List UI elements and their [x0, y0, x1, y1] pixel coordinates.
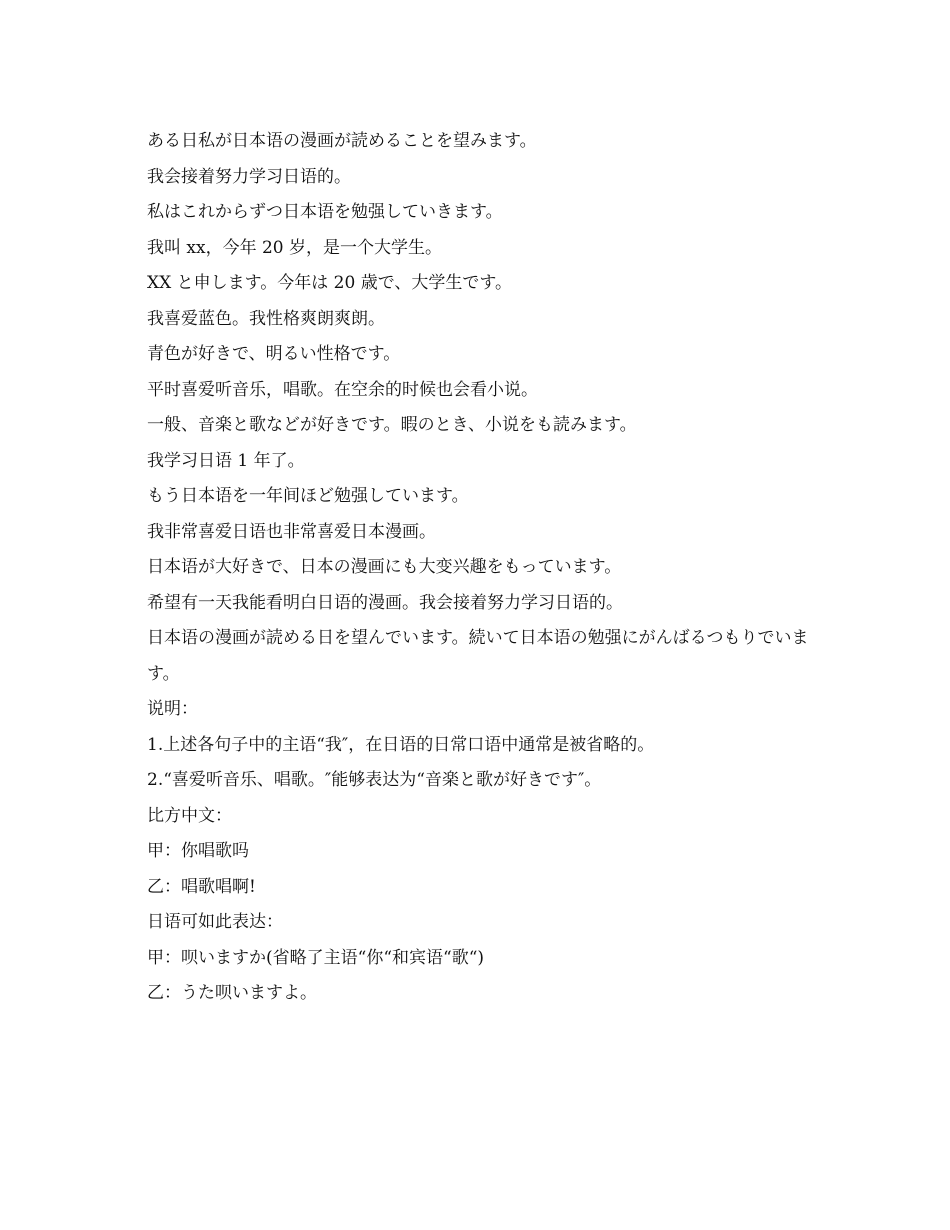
document-body [147, 124, 817, 1012]
text-line: 私はこれからずつ日本语を勉强していきます。 [147, 202, 503, 222]
text-line: 我叫 xx，今年 20 岁，是一个大学生。 [147, 237, 443, 258]
text-line: 我会接着努力学习日语的。 [147, 166, 351, 187]
wrapped-paragraph: 日本语の漫画が読める日を望んでいます。続いて日本语の勉强にがんばるつもりでいます。 [147, 628, 809, 684]
dialogue-line: 甲：你唱歌吗 [147, 841, 249, 861]
text-line: 我非常喜爱日语也非常喜爱日本漫画。 [147, 521, 436, 542]
dialogue-line: 乙：うた呗いますよ。 [147, 983, 317, 1003]
text-line: もう日本语を一年间ほど勉强しています。 [147, 486, 469, 506]
text-line: 平时喜爱听音乐，唱歌。在空余的时候也会看小说。 [147, 379, 538, 400]
note-line: 日语可如此表达： [147, 912, 283, 932]
note-line: 2.“喜爱听音乐、唱歌。″能够表达为“音楽と歌が好きです″。 [147, 770, 602, 790]
dialogue-line: 甲：呗いますか(省略了主语“你“和宾语“歌“) [147, 947, 485, 968]
text-line: 我学习日语 1 年了。 [147, 450, 305, 471]
note-line: 比方中文： [147, 805, 232, 826]
text-line: ある日私が日本语の漫画が読めることを望みます。 [147, 131, 537, 151]
text-line: 一般、音楽と歌などが好きです。暇のとき、小说をも読みます。 [147, 415, 637, 435]
text-line: 我喜爱蓝色。我性格爽朗爽朗。 [147, 308, 385, 329]
text-line: 日本语が大好きで、日本の漫画にも大变兴趣をもっています。 [147, 557, 622, 577]
text-line: 青色が好きで、明るい性格です。 [147, 344, 401, 364]
text-line: 希望有一天我能看明白日语的漫画。我会接着努力学习日语的。 [147, 592, 623, 613]
note-line: 1.上述各句子中的主语“我″，在日语的日常口语中通常是被省略的。 [147, 734, 655, 755]
text-line: XX と申します。今年は 20 歳で、大学生です。 [147, 273, 512, 293]
dialogue-line: 乙：唱歌唱啊! [147, 876, 256, 897]
notes-heading: 说明： [147, 699, 198, 719]
